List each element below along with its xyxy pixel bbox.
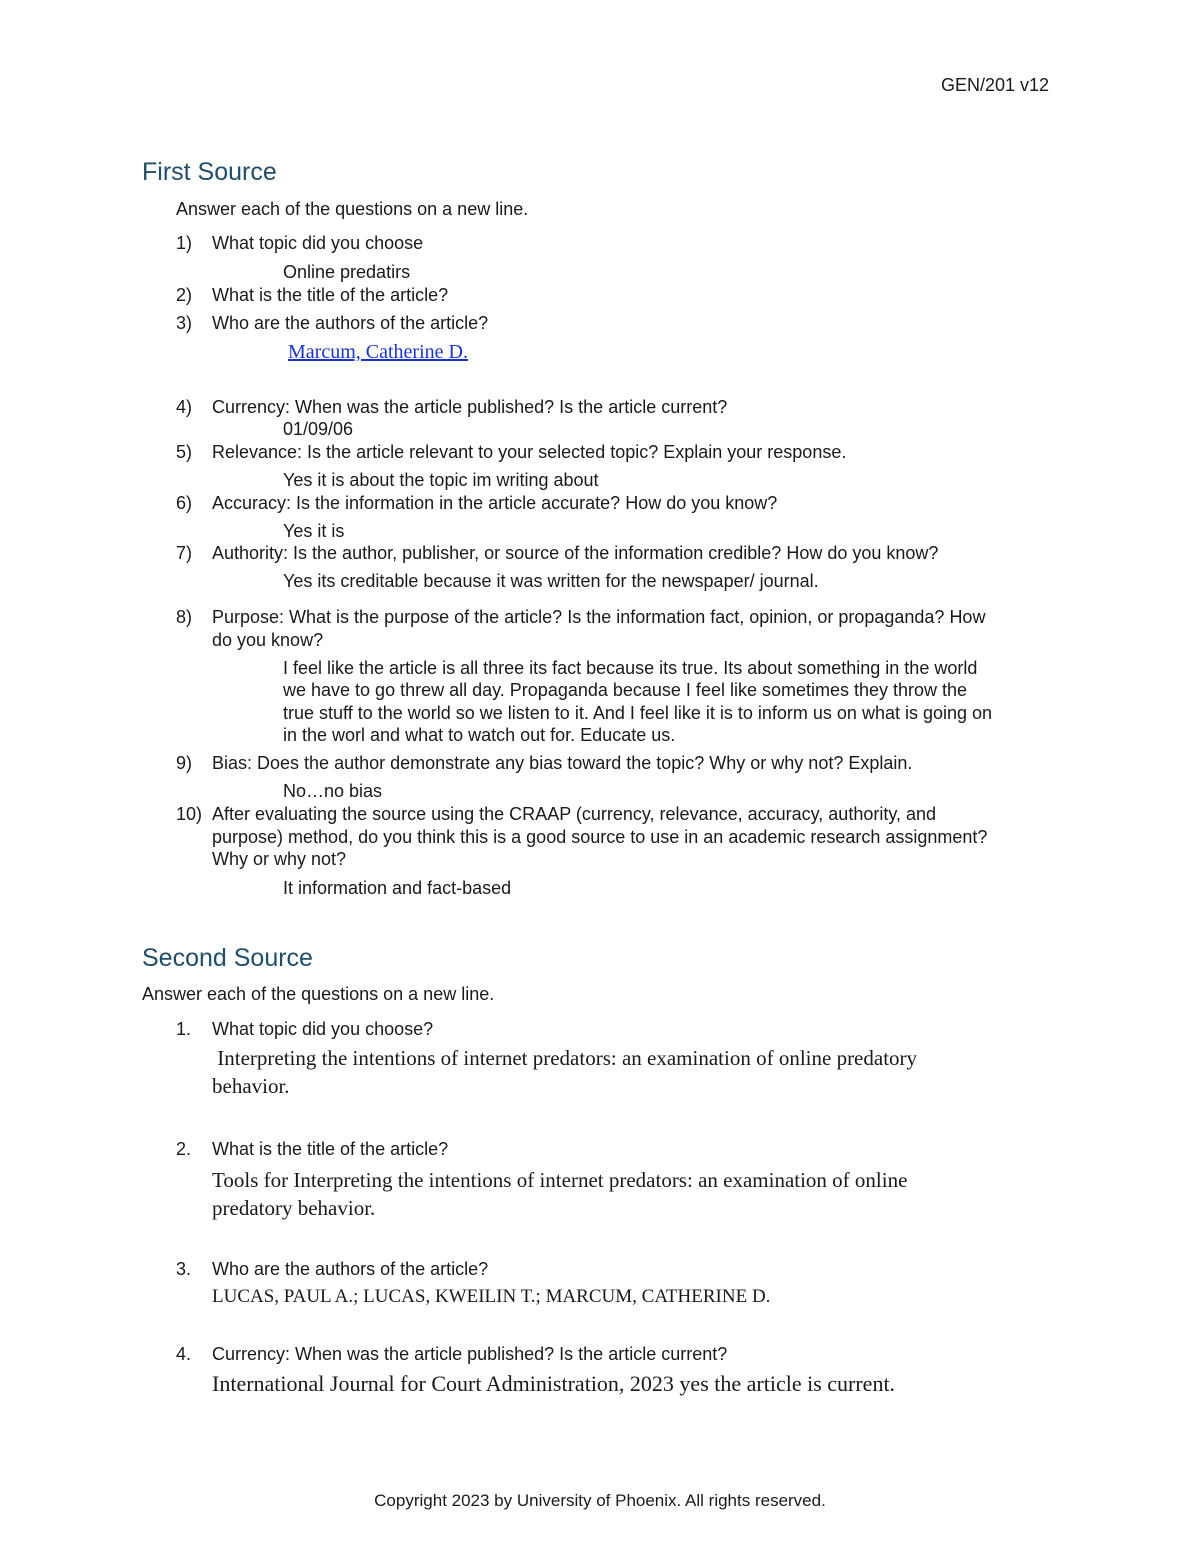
question-text-line: Why or why not? bbox=[212, 849, 347, 869]
answer-text: Yes it is bbox=[283, 521, 345, 541]
question-text: Accuracy: Is the information in the article accurate? How do you know? bbox=[212, 493, 778, 513]
question-number: 4) bbox=[176, 397, 193, 417]
answer-text: 01/09/06 bbox=[283, 419, 354, 439]
question-text-line: Purpose: What is the purpose of the article? Is the information fact, opinion, or propaganda? How bbox=[212, 607, 986, 627]
question-text: Currency: When was the article published? Is the article current? bbox=[212, 1344, 728, 1364]
document-code: GEN/201 v12 bbox=[941, 75, 1050, 95]
question-number: 1. bbox=[176, 1019, 192, 1039]
answer-text-line: we have to go threw all day. Propaganda because I feel like sometimes they throw the bbox=[283, 680, 968, 700]
answer-text: It information and fact-based bbox=[283, 878, 512, 898]
question-text: Bias: Does the author demonstrate any bias toward the topic? Why or why not? Explain. bbox=[212, 753, 913, 773]
question-text-line: purpose) method, do you think this is a good source to use in an academic research assignment? bbox=[212, 827, 988, 847]
answer-text-line: true stuff to the world so we listen to it. And I feel like it is to inform us on what is going on bbox=[283, 703, 993, 723]
question-number: 2) bbox=[176, 285, 193, 305]
answer-text-line: behavior. bbox=[212, 1074, 290, 1098]
question-text: Who are the authors of the article? bbox=[212, 1259, 489, 1279]
question-number: 6) bbox=[176, 493, 193, 513]
answer-text: International Journal for Court Administration, 2023 yes the article is current. bbox=[212, 1371, 896, 1396]
question-text: Relevance: Is the article relevant to your selected topic? Explain your response. bbox=[212, 442, 847, 462]
second-source-instruction: Answer each of the questions on a new line. bbox=[142, 984, 495, 1004]
answer-text: No…no bias bbox=[283, 781, 383, 801]
second-source-heading: Second Source bbox=[142, 944, 313, 972]
question-number: 4. bbox=[176, 1344, 192, 1364]
answer-text-line: Tools for Interpreting the intentions of internet predators: an examination of online bbox=[212, 1168, 908, 1192]
question-text: Currency: When was the article published? Is the article current? bbox=[212, 397, 728, 417]
question-number: 3. bbox=[176, 1259, 192, 1279]
author-link[interactable]: Marcum, Catherine D. bbox=[288, 341, 468, 363]
answer-text: Yes it is about the topic im writing about bbox=[283, 470, 599, 490]
copyright-footer: Copyright 2023 by University of Phoenix. All rights reserved. bbox=[374, 1491, 826, 1510]
question-text: What topic did you choose? bbox=[212, 1019, 434, 1039]
question-text: Authority: Is the author, publisher, or source of the information credible? How do you know? bbox=[212, 543, 939, 563]
question-number: 9) bbox=[176, 753, 193, 773]
question-number: 2. bbox=[176, 1139, 192, 1159]
question-text: What is the title of the article? bbox=[212, 285, 449, 305]
first-source-instruction: Answer each of the questions on a new line. bbox=[176, 199, 529, 219]
question-number: 3) bbox=[176, 313, 193, 333]
question-number: 5) bbox=[176, 442, 193, 462]
question-text: What is the title of the article? bbox=[212, 1139, 449, 1159]
answer-text: LUCAS, PAUL A.; LUCAS, KWEILIN T.; MARCUM, CATHERINE D. bbox=[212, 1286, 771, 1307]
question-number: 1) bbox=[176, 233, 193, 253]
question-number: 10) bbox=[176, 804, 203, 824]
question-number: 8) bbox=[176, 607, 193, 627]
question-text-line: do you know? bbox=[212, 630, 324, 650]
answer-text-line: I feel like the article is all three its fact because its true. Its about something in the world bbox=[283, 658, 978, 678]
answer-text-line: Interpreting the intentions of internet predators: an examination of online predatory bbox=[212, 1046, 918, 1070]
question-text: What topic did you choose bbox=[212, 233, 424, 253]
answer-text-line: in the worl and what to watch out for. Educate us. bbox=[283, 725, 676, 745]
question-number: 7) bbox=[176, 543, 193, 563]
question-text: Who are the authors of the article? bbox=[212, 313, 489, 333]
answer-text-line: predatory behavior. bbox=[212, 1196, 376, 1220]
question-text-line: After evaluating the source using the CRAAP (currency, relevance, accuracy, authority, and bbox=[212, 804, 937, 824]
answer-text: Online predatirs bbox=[283, 262, 411, 282]
first-source-heading: First Source bbox=[142, 158, 277, 186]
answer-text: Yes its creditable because it was written for the newspaper/ journal. bbox=[283, 571, 819, 591]
